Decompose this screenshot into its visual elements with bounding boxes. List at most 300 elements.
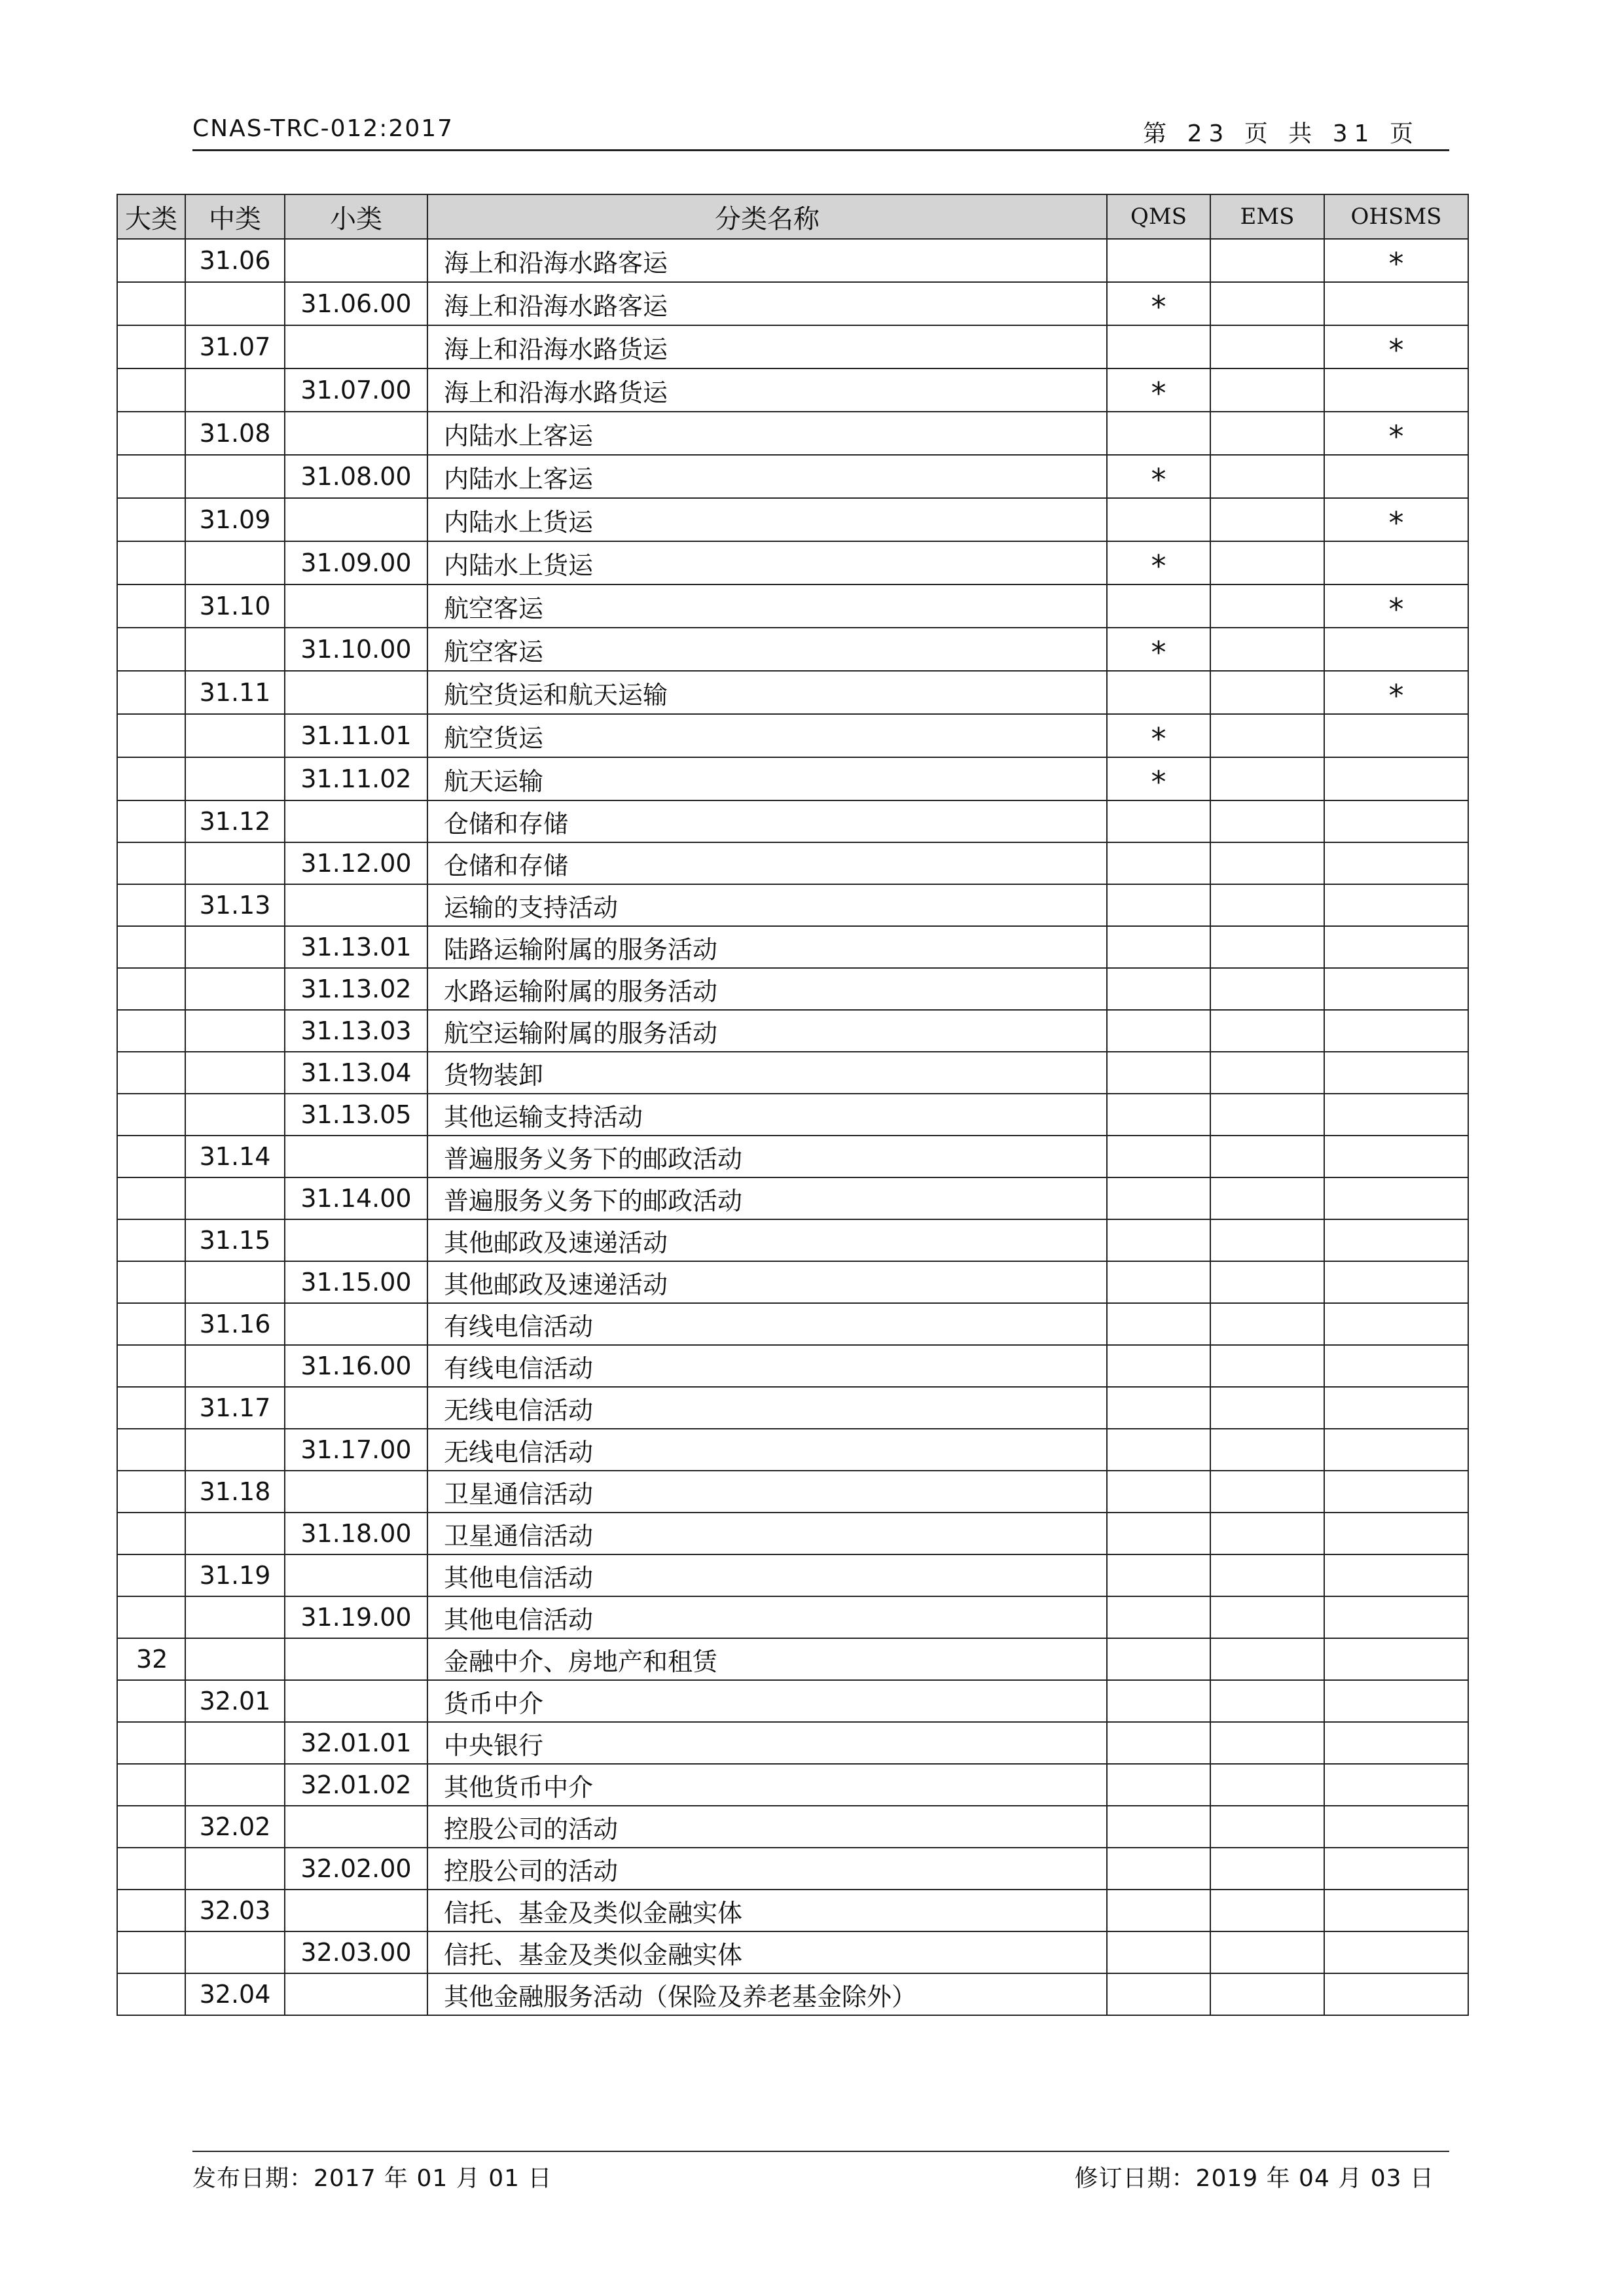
cell-ems-mark (1210, 842, 1324, 884)
table-row (117, 1554, 1468, 1596)
cell-major-category (117, 412, 185, 455)
cell-qms-mark (1107, 1177, 1210, 1219)
cell-major-category (117, 584, 185, 628)
cell-ohsms-mark (1324, 926, 1468, 968)
cell-minor-category: 31.13.03 (285, 1010, 427, 1052)
cell-minor-category (285, 1638, 427, 1680)
cell-ohsms-mark (1324, 282, 1468, 325)
cell-major-category (117, 757, 185, 800)
table-row (117, 1219, 1468, 1261)
table-row (117, 1429, 1468, 1471)
cell-minor-category: 32.03.00 (285, 1931, 427, 1973)
cell-qms-mark (1107, 1010, 1210, 1052)
cell-ohsms-mark (1324, 1764, 1468, 1806)
cell-ems-mark (1210, 1052, 1324, 1094)
cell-ohsms-mark (1324, 1345, 1468, 1387)
header-ohsms: OHSMS (1324, 194, 1468, 239)
cell-qms-mark (1107, 325, 1210, 368)
cell-major-category (117, 1722, 185, 1764)
cell-ems-mark (1210, 800, 1324, 842)
cell-ohsms-mark (1324, 1471, 1468, 1513)
cell-minor-category (285, 498, 427, 541)
cell-qms-mark (1107, 1429, 1210, 1471)
cell-middle-category (185, 842, 285, 884)
table-row (117, 1973, 1468, 2015)
cell-ems-mark (1210, 968, 1324, 1010)
table-header-row (117, 194, 1468, 239)
cell-ohsms-mark (1324, 714, 1468, 757)
cell-minor-category: 31.08.00 (285, 455, 427, 498)
cell-minor-category: 32.01.01 (285, 1722, 427, 1764)
cell-middle-category: 32.04 (185, 1973, 285, 2015)
cell-category-name: 无线电信活动 (427, 1387, 1107, 1429)
cell-ohsms-mark: * (1324, 498, 1468, 541)
cell-ohsms-mark: * (1324, 584, 1468, 628)
cell-ohsms-mark (1324, 628, 1468, 671)
cell-major-category (117, 1931, 185, 1973)
cell-middle-category (185, 1429, 285, 1471)
cell-qms-mark (1107, 1554, 1210, 1596)
cell-qms-mark (1107, 1764, 1210, 1806)
cell-major-category (117, 671, 185, 714)
cell-category-name: 海上和沿海水路客运 (427, 239, 1107, 282)
cell-ohsms-mark (1324, 1931, 1468, 1973)
cell-middle-category: 32.03 (185, 1890, 285, 1931)
cell-category-name: 其他电信活动 (427, 1554, 1107, 1596)
cell-middle-category (185, 1010, 285, 1052)
cell-minor-category (285, 239, 427, 282)
cell-qms-mark (1107, 1806, 1210, 1848)
cell-major-category (117, 1848, 185, 1890)
cell-category-name: 航空运输附属的服务活动 (427, 1010, 1107, 1052)
cell-category-name: 其他邮政及速递活动 (427, 1219, 1107, 1261)
cell-qms-mark (1107, 1261, 1210, 1303)
cell-category-name: 其他货币中介 (427, 1764, 1107, 1806)
table-row (117, 1010, 1468, 1052)
cell-qms-mark: * (1107, 282, 1210, 325)
cell-middle-category: 31.15 (185, 1219, 285, 1261)
cell-qms-mark (1107, 1680, 1210, 1722)
cell-category-name: 信托、基金及类似金融实体 (427, 1890, 1107, 1931)
cell-ohsms-mark (1324, 1806, 1468, 1848)
cell-major-category (117, 498, 185, 541)
table-row (117, 926, 1468, 968)
cell-qms-mark (1107, 1094, 1210, 1136)
table-body (117, 239, 1468, 2015)
cell-minor-category: 31.13.04 (285, 1052, 427, 1094)
cell-major-category (117, 884, 185, 926)
cell-ohsms-mark (1324, 1094, 1468, 1136)
cell-ems-mark (1210, 412, 1324, 455)
table-row (117, 1094, 1468, 1136)
document-code: CNAS-TRC-012:2017 (192, 115, 454, 142)
cell-ems-mark (1210, 1680, 1324, 1722)
cell-category-name: 货物装卸 (427, 1052, 1107, 1094)
cell-middle-category (185, 1261, 285, 1303)
cell-category-name: 其他邮政及速递活动 (427, 1261, 1107, 1303)
cell-qms-mark (1107, 1890, 1210, 1931)
cell-minor-category (285, 884, 427, 926)
cell-middle-category: 31.12 (185, 800, 285, 842)
cell-qms-mark (1107, 1973, 1210, 2015)
cell-minor-category (285, 1554, 427, 1596)
table-row (117, 412, 1468, 455)
header-major-category: 大类 (117, 194, 185, 239)
cell-minor-category: 31.13.01 (285, 926, 427, 968)
cell-ohsms-mark: * (1324, 412, 1468, 455)
cell-minor-category: 31.10.00 (285, 628, 427, 671)
cell-major-category (117, 368, 185, 412)
cell-ems-mark (1210, 1345, 1324, 1387)
cell-middle-category (185, 1722, 285, 1764)
cell-major-category (117, 1429, 185, 1471)
cell-ohsms-mark (1324, 1554, 1468, 1596)
cell-ems-mark (1210, 1219, 1324, 1261)
cell-middle-category: 31.10 (185, 584, 285, 628)
table-row (117, 1303, 1468, 1345)
cell-category-name: 内陆水上客运 (427, 412, 1107, 455)
cell-qms-mark (1107, 1471, 1210, 1513)
table-row (117, 368, 1468, 412)
cell-category-name: 仓储和存储 (427, 800, 1107, 842)
cell-category-name: 有线电信活动 (427, 1345, 1107, 1387)
cell-qms-mark: * (1107, 628, 1210, 671)
cell-ohsms-mark (1324, 1010, 1468, 1052)
table-row (117, 757, 1468, 800)
cell-category-name: 普遍服务义务下的邮政活动 (427, 1136, 1107, 1177)
cell-middle-category: 31.09 (185, 498, 285, 541)
cell-qms-mark (1107, 1931, 1210, 1973)
table-row (117, 1848, 1468, 1890)
cell-ohsms-mark (1324, 884, 1468, 926)
revision-date: 修订日期：2019 年 04 月 03 日 (1074, 2165, 1434, 2192)
cell-ems-mark (1210, 498, 1324, 541)
cell-category-name: 其他金融服务活动（保险及养老基金除外） (427, 1973, 1107, 2015)
cell-major-category (117, 968, 185, 1010)
cell-ohsms-mark: * (1324, 671, 1468, 714)
cell-ohsms-mark (1324, 1261, 1468, 1303)
cell-major-category (117, 325, 185, 368)
cell-ems-mark (1210, 1806, 1324, 1848)
cell-category-name: 内陆水上客运 (427, 455, 1107, 498)
cell-major-category (117, 1345, 185, 1387)
cell-minor-category (285, 1471, 427, 1513)
cell-ohsms-mark (1324, 1219, 1468, 1261)
cell-middle-category (185, 926, 285, 968)
table-row (117, 1722, 1468, 1764)
cell-middle-category (185, 1513, 285, 1554)
cell-qms-mark: * (1107, 541, 1210, 584)
cell-middle-category: 31.06 (185, 239, 285, 282)
cell-category-name: 陆路运输附属的服务活动 (427, 926, 1107, 968)
cell-major-category (117, 1764, 185, 1806)
table-row (117, 498, 1468, 541)
cell-ems-mark (1210, 1848, 1324, 1890)
cell-middle-category: 31.07 (185, 325, 285, 368)
cell-qms-mark: * (1107, 368, 1210, 412)
cell-ohsms-mark (1324, 842, 1468, 884)
table-row (117, 1764, 1468, 1806)
cell-ohsms-mark (1324, 757, 1468, 800)
header-divider (192, 149, 1449, 151)
cell-major-category (117, 239, 185, 282)
table-row (117, 968, 1468, 1010)
cell-qms-mark (1107, 239, 1210, 282)
cell-minor-category (285, 1973, 427, 2015)
cell-ems-mark (1210, 1638, 1324, 1680)
cell-ohsms-mark (1324, 1177, 1468, 1219)
cell-minor-category: 31.13.05 (285, 1094, 427, 1136)
cell-middle-category (185, 455, 285, 498)
cell-middle-category (185, 541, 285, 584)
cell-minor-category (285, 1680, 427, 1722)
cell-ohsms-mark (1324, 1596, 1468, 1638)
cell-ohsms-mark (1324, 1722, 1468, 1764)
cell-qms-mark (1107, 671, 1210, 714)
cell-category-name: 其他运输支持活动 (427, 1094, 1107, 1136)
cell-category-name: 控股公司的活动 (427, 1848, 1107, 1890)
table-row (117, 842, 1468, 884)
table-row (117, 1345, 1468, 1387)
cell-minor-category: 31.06.00 (285, 282, 427, 325)
cell-middle-category: 31.13 (185, 884, 285, 926)
table-row (117, 714, 1468, 757)
cell-category-name: 海上和沿海水路货运 (427, 368, 1107, 412)
cell-middle-category (185, 368, 285, 412)
header-minor-category: 小类 (285, 194, 427, 239)
cell-ohsms-mark (1324, 1387, 1468, 1429)
cell-middle-category: 31.19 (185, 1554, 285, 1596)
cell-qms-mark (1107, 1303, 1210, 1345)
cell-ems-mark (1210, 1177, 1324, 1219)
cell-minor-category (285, 1136, 427, 1177)
cell-major-category (117, 1973, 185, 2015)
cell-major-category (117, 1094, 185, 1136)
cell-major-category (117, 628, 185, 671)
header-middle-category: 中类 (185, 194, 285, 239)
cell-category-name: 卫星通信活动 (427, 1513, 1107, 1554)
cell-ems-mark (1210, 714, 1324, 757)
cell-ohsms-mark (1324, 1638, 1468, 1680)
cell-minor-category: 31.18.00 (285, 1513, 427, 1554)
table-row (117, 1387, 1468, 1429)
cell-ems-mark (1210, 368, 1324, 412)
cell-major-category (117, 1387, 185, 1429)
cell-category-name: 运输的支持活动 (427, 884, 1107, 926)
cell-qms-mark (1107, 584, 1210, 628)
cell-major-category (117, 1471, 185, 1513)
cell-category-name: 卫星通信活动 (427, 1471, 1107, 1513)
cell-qms-mark (1107, 926, 1210, 968)
page-number: 第 23 页 共 31 页 (1143, 120, 1420, 147)
cell-major-category (117, 1177, 185, 1219)
cell-ohsms-mark (1324, 1303, 1468, 1345)
cell-category-name: 航空货运 (427, 714, 1107, 757)
cell-ems-mark (1210, 1261, 1324, 1303)
cell-ems-mark (1210, 757, 1324, 800)
header-ems: EMS (1210, 194, 1324, 239)
cell-ems-mark (1210, 671, 1324, 714)
cell-ohsms-mark (1324, 968, 1468, 1010)
table-row (117, 455, 1468, 498)
cell-minor-category: 31.09.00 (285, 541, 427, 584)
cell-middle-category (185, 968, 285, 1010)
cell-minor-category: 31.07.00 (285, 368, 427, 412)
cell-middle-category (185, 714, 285, 757)
cell-minor-category: 32.02.00 (285, 1848, 427, 1890)
cell-category-name: 金融中介、房地产和租赁 (427, 1638, 1107, 1680)
cell-qms-mark (1107, 1219, 1210, 1261)
cell-category-name: 水路运输附属的服务活动 (427, 968, 1107, 1010)
cell-middle-category: 32.01 (185, 1680, 285, 1722)
cell-minor-category: 31.17.00 (285, 1429, 427, 1471)
cell-ems-mark (1210, 926, 1324, 968)
cell-major-category (117, 1596, 185, 1638)
cell-qms-mark (1107, 1596, 1210, 1638)
cell-major-category (117, 926, 185, 968)
cell-ems-mark (1210, 541, 1324, 584)
cell-category-name: 航天运输 (427, 757, 1107, 800)
cell-ohsms-mark (1324, 1513, 1468, 1554)
cell-middle-category (185, 1848, 285, 1890)
table-row (117, 1806, 1468, 1848)
cell-major-category (117, 282, 185, 325)
cell-minor-category: 31.12.00 (285, 842, 427, 884)
cell-ohsms-mark (1324, 1052, 1468, 1094)
cell-category-name: 有线电信活动 (427, 1303, 1107, 1345)
cell-minor-category: 31.11.01 (285, 714, 427, 757)
cell-category-name: 无线电信活动 (427, 1429, 1107, 1471)
cell-ohsms-mark (1324, 1890, 1468, 1931)
cell-ems-mark (1210, 282, 1324, 325)
cell-minor-category: 31.14.00 (285, 1177, 427, 1219)
cell-qms-mark (1107, 498, 1210, 541)
cell-minor-category: 31.13.02 (285, 968, 427, 1010)
table-row (117, 1471, 1468, 1513)
cell-middle-category (185, 1177, 285, 1219)
cell-category-name: 内陆水上货运 (427, 541, 1107, 584)
cell-ems-mark (1210, 1303, 1324, 1345)
cell-minor-category: 31.15.00 (285, 1261, 427, 1303)
cell-qms-mark: * (1107, 714, 1210, 757)
cell-ohsms-mark (1324, 541, 1468, 584)
cell-ems-mark (1210, 1387, 1324, 1429)
cell-category-name: 航空客运 (427, 628, 1107, 671)
cell-ohsms-mark (1324, 1973, 1468, 2015)
cell-middle-category (185, 757, 285, 800)
cell-ohsms-mark: * (1324, 239, 1468, 282)
cell-qms-mark: * (1107, 455, 1210, 498)
cell-category-name: 仓储和存储 (427, 842, 1107, 884)
table-row (117, 800, 1468, 842)
cell-ems-mark (1210, 455, 1324, 498)
cell-category-name: 内陆水上货运 (427, 498, 1107, 541)
cell-ohsms-mark (1324, 1429, 1468, 1471)
cell-qms-mark (1107, 968, 1210, 1010)
cell-ems-mark (1210, 1429, 1324, 1471)
table-row (117, 884, 1468, 926)
cell-qms-mark (1107, 1722, 1210, 1764)
cell-middle-category (185, 1052, 285, 1094)
footer-divider (192, 2151, 1449, 2152)
cell-ohsms-mark: * (1324, 325, 1468, 368)
cell-middle-category: 31.16 (185, 1303, 285, 1345)
cell-middle-category (185, 282, 285, 325)
cell-middle-category: 31.18 (185, 1471, 285, 1513)
cell-major-category (117, 1680, 185, 1722)
cell-ems-mark (1210, 1931, 1324, 1973)
cell-category-name: 海上和沿海水路货运 (427, 325, 1107, 368)
cell-ohsms-mark (1324, 800, 1468, 842)
table-row (117, 1890, 1468, 1931)
cell-minor-category (285, 412, 427, 455)
table-row (117, 671, 1468, 714)
table-row (117, 1596, 1468, 1638)
cell-category-name: 航空客运 (427, 584, 1107, 628)
table-row (117, 584, 1468, 628)
cell-ohsms-mark (1324, 1136, 1468, 1177)
cell-ems-mark (1210, 1596, 1324, 1638)
cell-category-name: 控股公司的活动 (427, 1806, 1107, 1848)
table-row (117, 1177, 1468, 1219)
table-row (117, 541, 1468, 584)
cell-qms-mark: * (1107, 757, 1210, 800)
cell-ohsms-mark (1324, 368, 1468, 412)
cell-ems-mark (1210, 1010, 1324, 1052)
cell-category-name: 中央银行 (427, 1722, 1107, 1764)
cell-middle-category: 31.08 (185, 412, 285, 455)
cell-middle-category: 31.17 (185, 1387, 285, 1429)
classification-table (117, 194, 1469, 2016)
cell-major-category (117, 1261, 185, 1303)
cell-middle-category: 31.14 (185, 1136, 285, 1177)
cell-minor-category (285, 1219, 427, 1261)
cell-major-category (117, 842, 185, 884)
header-qms: QMS (1107, 194, 1210, 239)
cell-ems-mark (1210, 628, 1324, 671)
cell-middle-category (185, 1596, 285, 1638)
cell-ems-mark (1210, 884, 1324, 926)
issue-date: 发布日期：2017 年 01 月 01 日 (192, 2165, 552, 2192)
cell-qms-mark (1107, 842, 1210, 884)
cell-major-category (117, 1052, 185, 1094)
cell-major-category (117, 1890, 185, 1931)
cell-qms-mark (1107, 1638, 1210, 1680)
cell-major-category (117, 1513, 185, 1554)
table-row (117, 628, 1468, 671)
cell-minor-category: 32.01.02 (285, 1764, 427, 1806)
cell-major-category (117, 1806, 185, 1848)
cell-ems-mark (1210, 1890, 1324, 1931)
cell-qms-mark (1107, 1513, 1210, 1554)
cell-qms-mark (1107, 800, 1210, 842)
cell-major-category (117, 455, 185, 498)
cell-middle-category (185, 1345, 285, 1387)
cell-ems-mark (1210, 1513, 1324, 1554)
cell-minor-category (285, 584, 427, 628)
cell-middle-category (185, 1764, 285, 1806)
cell-middle-category: 31.11 (185, 671, 285, 714)
cell-major-category (117, 1010, 185, 1052)
cell-qms-mark (1107, 1387, 1210, 1429)
cell-qms-mark (1107, 1136, 1210, 1177)
cell-middle-category (185, 1638, 285, 1680)
cell-ems-mark (1210, 239, 1324, 282)
cell-major-category (117, 800, 185, 842)
cell-qms-mark (1107, 884, 1210, 926)
cell-ems-mark (1210, 1094, 1324, 1136)
table-row (117, 1261, 1468, 1303)
